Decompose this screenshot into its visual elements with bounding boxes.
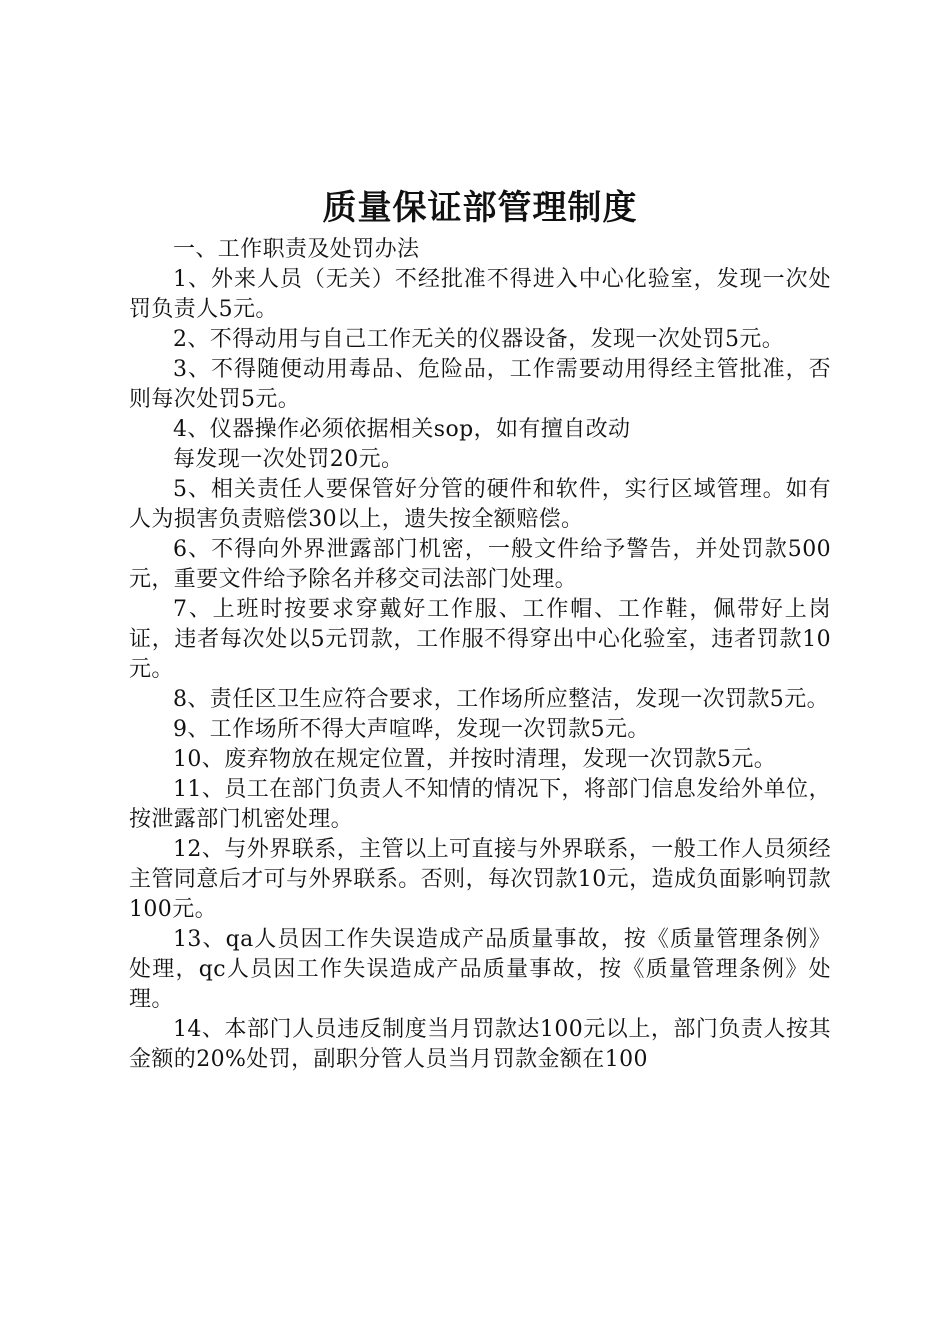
rule-paragraph-7: 7、上班时按要求穿戴好工作服、工作帽、工作鞋，佩带好上岗证，违者每次处以5元罚款，工作服不得穿出中心化验室，违者罚款10元。 (129, 597, 831, 682)
rule-paragraph-14: 14、本部门人员违反制度当月罚款达100元以上，部门负责人按其金额的20%处罚，副职分管人员当月罚款金额在100 (129, 1017, 831, 1072)
rule-paragraph-13: 13、qa人员因工作失误造成产品质量事故，按《质量管理条例》处理，qc人员因工作失误造成产品质量事故，按《质量管理条例》处理。 (129, 927, 831, 1012)
rule-paragraph-11: 11、员工在部门负责人不知情的情况下，将部门信息发给外单位，按泄露部门机密处理。 (129, 777, 831, 832)
rule-paragraph-10: 10、废弃物放在规定位置，并按时清理，发现一次罚款5元。 (173, 747, 777, 772)
document-title: 质量保证部管理制度 (322, 188, 638, 228)
rule-paragraph-5: 5、相关责任人要保管好分管的硬件和软件，实行区域管理。如有人为损害负责赔偿30以上，遗失按全额赔偿。 (129, 477, 831, 532)
rule-paragraph-12: 12、与外界联系，主管以上可直接与外界联系，一般工作人员须经主管同意后才可与外界联系。否则，每次罚款10元，造成负面影响罚款100元。 (129, 837, 831, 922)
rule-paragraph-4-continued: 每发现一次处罚20元。 (173, 447, 404, 472)
rule-paragraph-8: 8、责任区卫生应符合要求，工作场所应整洁，发现一次罚款5元。 (173, 687, 829, 712)
rule-paragraph-9: 9、工作场所不得大声喧哗，发现一次罚款5元。 (173, 717, 650, 742)
document-body (129, 235, 831, 1075)
rule-paragraph-6: 6、不得向外界泄露部门机密，一般文件给予警告，并处罚款500元，重要文件给予除名并移交司法部门处理。 (129, 537, 831, 592)
rule-paragraph-2: 2、不得动用与自己工作无关的仪器设备，发现一次处罚5元。 (173, 327, 785, 352)
rule-paragraph-3: 3、不得随便动用毒品、危险品，工作需要动用得经主管批准，否则每次处罚5元。 (129, 357, 831, 412)
rule-paragraph-4: 4、仪器操作必须依据相关sop，如有擅自改动 (173, 417, 631, 442)
rule-paragraph-1: 1、外来人员（无关）不经批准不得进入中心化验室，发现一次处罚负责人5元。 (129, 267, 831, 322)
section-heading: 一、工作职责及处罚办法 (173, 237, 420, 262)
